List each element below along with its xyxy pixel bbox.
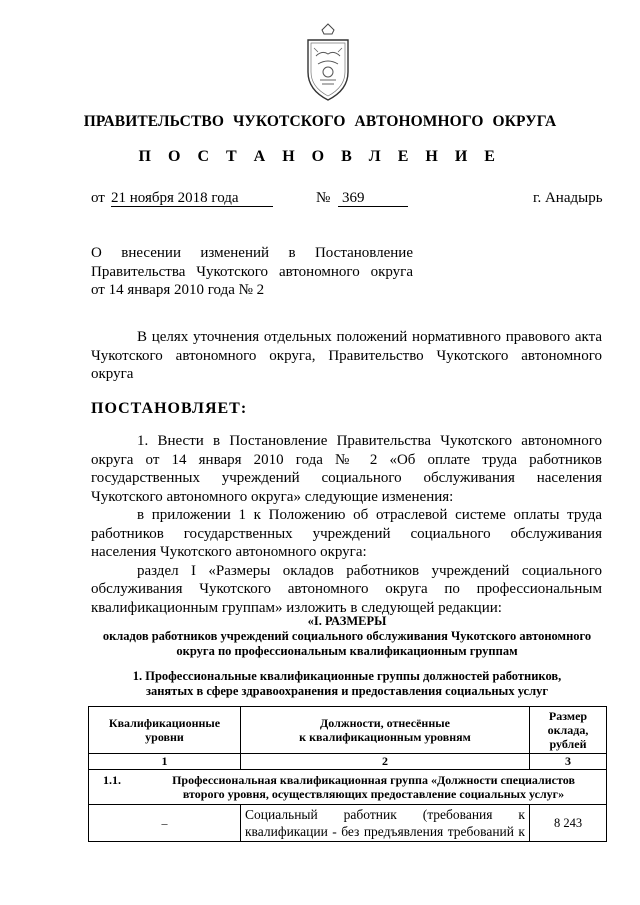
group-title-line: второго уровня, осуществляющих предоставление социальных услуг» bbox=[182, 787, 565, 801]
preamble-line: округа bbox=[91, 366, 134, 382]
column-number: 3 bbox=[530, 754, 607, 770]
document-type: П О С Т А Н О В Л Е Н И Е bbox=[138, 148, 502, 165]
row-salary: 8 243 bbox=[530, 805, 607, 842]
table-header-row bbox=[89, 707, 607, 754]
number-prefix: № bbox=[316, 190, 331, 206]
coat-of-arms-emblem bbox=[302, 20, 354, 106]
body-line: квалификационным группам» изложить в следующей редакции: bbox=[91, 599, 502, 616]
table-row bbox=[89, 805, 607, 842]
header-positions: Должности, отнесённые к квалификационным уровням bbox=[241, 707, 530, 754]
row-level: – bbox=[89, 805, 241, 842]
column-number: 1 bbox=[89, 754, 241, 770]
section-subtitle-line: округа по профессиональным квалификационным группам bbox=[176, 644, 518, 658]
body-line: населения Чукотского автономного округа: bbox=[91, 544, 367, 560]
document-date: 21 ноября 2018 года bbox=[111, 190, 273, 207]
title-word: Чукотского bbox=[196, 263, 269, 280]
column-number-row bbox=[89, 754, 607, 770]
title-line-1 bbox=[91, 244, 413, 263]
title-word: округа bbox=[370, 263, 413, 280]
date-field bbox=[111, 190, 273, 207]
body-text bbox=[91, 432, 602, 617]
preamble bbox=[91, 328, 602, 384]
title-word: от 14 января 2010 года № 2 bbox=[91, 282, 265, 298]
date-prefix: от bbox=[91, 190, 105, 206]
title-word: автономного bbox=[278, 263, 360, 280]
header-levels: Квалификационные уровни bbox=[89, 707, 241, 754]
group-title-line: Профессиональная квалификационная группа «Должности специалистов bbox=[172, 773, 575, 787]
preamble-line: В целях уточнения отдельных положений нормативного правового акта bbox=[137, 329, 602, 345]
preamble-line: Чукотского автономного округа, Правительство Чукотского автономного bbox=[91, 347, 602, 364]
group-heading-line: 1. Профессиональные квалификационные группы должностей работников, bbox=[132, 669, 562, 683]
title-word: внесении bbox=[121, 245, 181, 261]
group-heading-line: занятых в сфере здравоохранения и предоставления социальных услуг bbox=[145, 684, 549, 698]
body-line: работников государственных учреждений социального обслуживания bbox=[91, 525, 602, 542]
government-name: ПРАВИТЕЛЬСТВО ЧУКОТСКОГО АВТОНОМНОГО ОКРУГА bbox=[83, 113, 557, 130]
group-cell bbox=[89, 770, 607, 805]
title-word: в bbox=[288, 245, 296, 261]
body-line: раздел I «Размеры окладов работников учреждений социального bbox=[137, 562, 602, 579]
body-line: государственных учреждений социального обслуживания населения bbox=[91, 470, 602, 486]
group-code: 1.1. bbox=[103, 773, 121, 787]
salary-table bbox=[88, 706, 607, 842]
body-line: обслуживания Чукотского автономного округа по профессиональным bbox=[91, 581, 602, 597]
number-field bbox=[338, 190, 408, 207]
document-number: 369 bbox=[338, 190, 408, 207]
column-number: 2 bbox=[241, 754, 530, 770]
section-title: «I. РАЗМЕРЫ bbox=[307, 614, 387, 628]
body-line: 1. Внести в Постановление Правительства Чукотского автономного bbox=[137, 433, 602, 449]
title-word: О bbox=[91, 245, 102, 261]
section-subtitle-line: окладов работников учреждений социального обслуживания Чукотского автономного bbox=[102, 629, 592, 643]
body-line: округа от 14 января 2010 года № 2 «Об оплате труда работников bbox=[91, 451, 602, 468]
body-line: в приложении 1 к Положению об отраслевой системе оплаты труда bbox=[137, 507, 602, 523]
body-line: Чукотского автономного округа» следующие изменения: bbox=[91, 488, 454, 505]
title-word: Постановление bbox=[314, 245, 413, 261]
title-word: Правительства bbox=[91, 263, 186, 280]
group-row bbox=[89, 770, 607, 805]
title-line-2 bbox=[91, 263, 413, 282]
document-title bbox=[91, 244, 413, 300]
document-city: г. Анадырь bbox=[533, 190, 603, 206]
header-salary: Размер оклада, рублей bbox=[530, 707, 607, 754]
row-position: Социальный работник (требования к квалификации - без предъявления требований к bbox=[241, 805, 530, 842]
resolves-heading: ПОСТАНОВЛЯЕТ: bbox=[91, 400, 248, 417]
title-line-3 bbox=[91, 281, 413, 300]
title-word: изменений bbox=[200, 245, 270, 261]
